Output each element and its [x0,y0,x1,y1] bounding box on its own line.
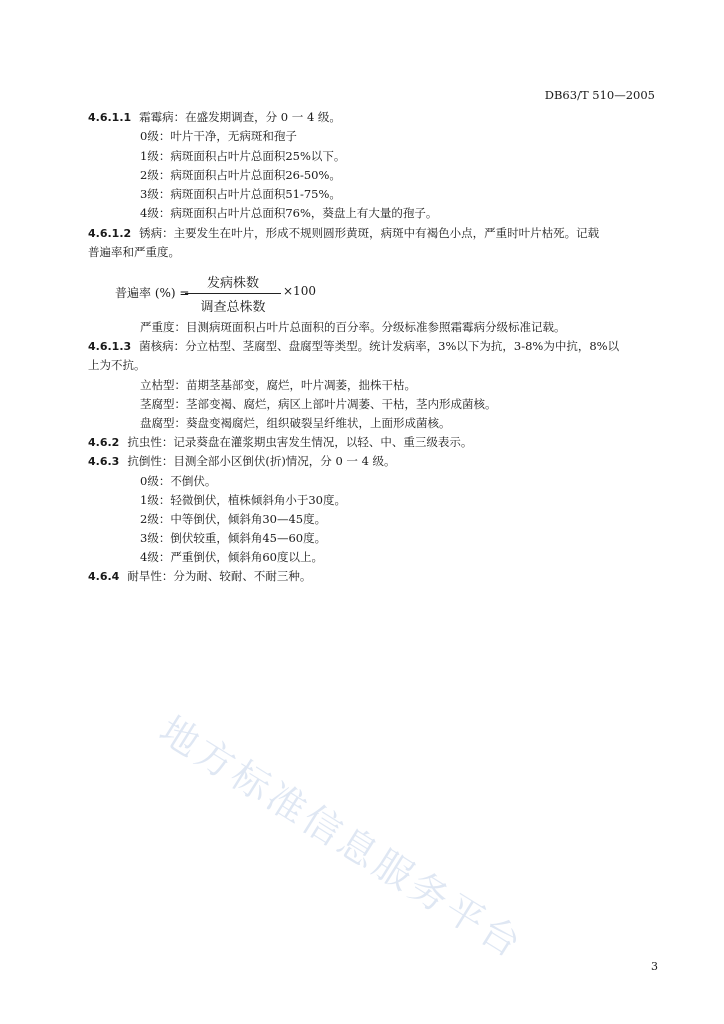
section-text: 耐旱性：分为耐、较耐、不耐三种。 [127,569,312,583]
formula-denominator: 调查总株数 [200,300,266,315]
list-item: 2级：病斑面积占叶片总面积26-50%。 [140,168,341,182]
list-item: 4级：病斑面积占叶片总面积76%，葵盘上有大量的孢子。 [140,206,438,220]
section-number: 4.6.1.2 [88,227,132,240]
formula-numerator: 发病株数 [185,272,281,294]
list-item: 0级：叶片干净，无病斑和孢子 [140,129,297,143]
list-item: 1级：轻微倒伏，植株倾斜角小于30度。 [140,493,346,507]
list-item: 茎腐型：茎部变褐、腐烂，病区上部叶片凋萎、干枯，茎内形成菌核。 [140,397,497,411]
section-number: 4.6.1.1 [88,111,132,124]
page-number: 3 [651,960,658,973]
section-463 [88,456,396,468]
section-text: 抗倒性：目测全部小区倒伏(折)情况，分 0 一 4 级。 [127,454,396,468]
list-item: 立枯型：苗期茎基部变，腐烂，叶片凋萎，拙株干枯。 [140,378,416,392]
section-4613 [88,341,619,353]
section-number: 4.6.3 [88,455,120,468]
list-item: 4级：严重倒伏，倾斜角60度以上。 [140,550,323,564]
section-text: 抗虫性：记录葵盘在灌浆期虫害发生情况，以轻、中、重三级表示。 [127,435,473,449]
paragraph-continuation: 普遍率和严重度。 [88,245,180,259]
document-header: DB63/T 510—2005 [544,88,655,102]
severity-paragraph: 严重度：目测病斑面积占叶片总面积的百分率。分级标准参照霜霉病分级标准记载。 [140,320,566,334]
section-464 [88,571,311,583]
formula-fraction [185,272,281,315]
list-item: 1级：病斑面积占叶片总面积25%以下。 [140,149,346,163]
list-item: 0级：不倒伏。 [140,474,217,488]
section-number: 4.6.2 [88,436,120,449]
section-number: 4.6.4 [88,570,120,583]
section-text: 菌核病：分立枯型、茎腐型、盘腐型等类型。统计发病率，3%以下为抗，3-8%为中抗，8%以 [139,339,620,353]
list-item: 盘腐型：葵盘变褐腐烂，组织破裂呈纤维状，上面形成菌核。 [140,416,451,430]
watermark: 地方标准信息服务平台 [151,707,532,968]
formula-multiplier: ×100 [283,284,316,298]
list-item: 3级：倒伏较重，倾斜角45—60度。 [140,531,327,545]
section-number: 4.6.1.3 [88,340,132,353]
list-item: 2级：中等倒伏，倾斜角30—45度。 [140,512,327,526]
section-text: 锈病：主要发生在叶片，形成不规则圆形黄斑，病斑中有褐色小点，严重时叶片枯死。记载 [139,226,600,240]
section-text: 霜霉病：在盛发期调查，分 0 一 4 级。 [139,110,341,124]
list-item: 3级：病斑面积占叶片总面积51-75%。 [140,187,341,201]
formula-lhs: 普遍率 (%) = [115,286,190,300]
section-4611 [88,112,341,124]
section-4612 [88,228,599,240]
paragraph-continuation: 上为不抗。 [88,358,146,372]
section-462 [88,437,472,449]
